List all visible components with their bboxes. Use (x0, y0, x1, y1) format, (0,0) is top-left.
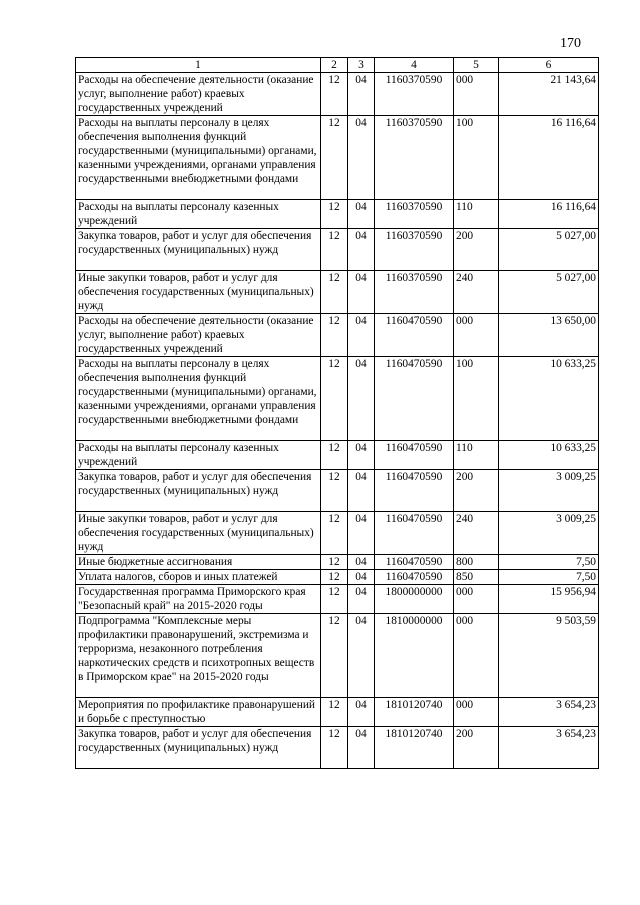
row-expense-type-cell: 850 (454, 570, 499, 585)
row-amount-cell: 15 956,94 (499, 585, 599, 614)
row-amount-cell: 10 633,25 (499, 441, 599, 470)
row-target-code-cell: 1160370590 (375, 271, 454, 314)
row-expense-type-cell: 000 (454, 585, 499, 614)
table-row (76, 512, 599, 555)
row-name-cell: Расходы на выплаты персоналу казенных учреждений (76, 441, 321, 470)
table-row (76, 470, 599, 512)
row-name-cell: Иные закупки товаров, работ и услуг для обеспечения государственных (муниципальных) нужд (76, 271, 321, 314)
row-subsection-cell: 04 (348, 200, 375, 229)
row-subsection-cell: 04 (348, 727, 375, 769)
row-expense-type-cell: 200 (454, 727, 499, 769)
table-row (76, 441, 599, 470)
row-subsection-cell: 04 (348, 441, 375, 470)
row-name-cell: Иные бюджетные ассигнования (76, 555, 321, 570)
table-row (76, 116, 599, 200)
row-subsection-cell: 04 (348, 357, 375, 441)
row-section-cell: 12 (321, 357, 348, 441)
row-amount-cell: 16 116,64 (499, 200, 599, 229)
row-expense-type-cell: 200 (454, 470, 499, 512)
row-subsection-cell: 04 (348, 73, 375, 116)
row-target-code-cell: 1160470590 (375, 470, 454, 512)
row-section-cell: 12 (321, 614, 348, 698)
row-section-cell: 12 (321, 698, 348, 727)
row-section-cell: 12 (321, 512, 348, 555)
row-subsection-cell: 04 (348, 698, 375, 727)
row-expense-type-cell: 000 (454, 614, 499, 698)
row-name-cell: Закупка товаров, работ и услуг для обеспечения государственных (муниципальных) нужд (76, 229, 321, 271)
row-name-cell: Расходы на выплаты персоналу в целях обеспечения выполнения функций государственными (муниципальными) органами, казенными учреждениями, органами управления государственными внебюджетными фондами (76, 357, 321, 441)
row-expense-type-cell: 240 (454, 271, 499, 314)
table-row (76, 555, 599, 570)
table-row (76, 357, 599, 441)
row-name-cell: Мероприятия по профилактике правонарушений и борьбе с преступностью (76, 698, 321, 727)
table-row (76, 570, 599, 585)
row-name-cell: Закупка товаров, работ и услуг для обеспечения государственных (муниципальных) нужд (76, 727, 321, 769)
row-target-code-cell: 1160370590 (375, 200, 454, 229)
row-amount-cell: 7,50 (499, 555, 599, 570)
row-amount-cell: 21 143,64 (499, 73, 599, 116)
row-amount-cell: 16 116,64 (499, 116, 599, 200)
row-subsection-cell: 04 (348, 512, 375, 555)
table-row (76, 585, 599, 614)
row-expense-type-cell: 000 (454, 314, 499, 357)
row-section-cell: 12 (321, 441, 348, 470)
row-subsection-cell: 04 (348, 229, 375, 271)
row-section-cell: 12 (321, 116, 348, 200)
table-row (76, 271, 599, 314)
header-cell: 2 (321, 58, 348, 73)
row-target-code-cell: 1800000000 (375, 585, 454, 614)
row-section-cell: 12 (321, 271, 348, 314)
table-row (76, 614, 599, 698)
row-amount-cell: 13 650,00 (499, 314, 599, 357)
row-section-cell: 12 (321, 555, 348, 570)
row-amount-cell: 3 654,23 (499, 727, 599, 769)
row-subsection-cell: 04 (348, 555, 375, 570)
row-target-code-cell: 1160470590 (375, 555, 454, 570)
header-cell: 1 (76, 58, 321, 73)
row-target-code-cell: 1810120740 (375, 727, 454, 769)
row-subsection-cell: 04 (348, 314, 375, 357)
row-name-cell: Расходы на выплаты персоналу казенных учреждений (76, 200, 321, 229)
row-section-cell: 12 (321, 314, 348, 357)
row-expense-type-cell: 200 (454, 229, 499, 271)
table-row (76, 727, 599, 769)
row-name-cell: Уплата налогов, сборов и иных платежей (76, 570, 321, 585)
row-expense-type-cell: 100 (454, 116, 499, 200)
row-target-code-cell: 1160470590 (375, 512, 454, 555)
row-target-code-cell: 1810120740 (375, 698, 454, 727)
row-target-code-cell: 1160370590 (375, 116, 454, 200)
row-section-cell: 12 (321, 200, 348, 229)
header-cell: 5 (454, 58, 499, 73)
row-subsection-cell: 04 (348, 570, 375, 585)
row-name-cell: Закупка товаров, работ и услуг для обеспечения государственных (муниципальных) нужд (76, 470, 321, 512)
table-row (76, 200, 599, 229)
header-cell: 4 (375, 58, 454, 73)
budget-table (75, 57, 599, 769)
row-amount-cell: 7,50 (499, 570, 599, 585)
row-name-cell: Расходы на выплаты персоналу в целях обеспечения выполнения функций государственными (муниципальными) органами, казенными учреждениями, органами управления государственными внебюджетными фондами (76, 116, 321, 200)
row-expense-type-cell: 000 (454, 73, 499, 116)
row-name-cell: Расходы на обеспечение деятельности (оказание услуг, выполнение работ) краевых государственных учреждений (76, 314, 321, 357)
row-target-code-cell: 1160370590 (375, 73, 454, 116)
page-number: 170 (560, 36, 581, 51)
row-section-cell: 12 (321, 570, 348, 585)
row-amount-cell: 3 009,25 (499, 512, 599, 555)
row-amount-cell: 9 503,59 (499, 614, 599, 698)
header-row (76, 58, 599, 73)
row-target-code-cell: 1160470590 (375, 570, 454, 585)
row-amount-cell: 5 027,00 (499, 271, 599, 314)
table-row (76, 698, 599, 727)
row-expense-type-cell: 100 (454, 357, 499, 441)
row-name-cell: Подпрограмма "Комплексные меры профилактики правонарушений, экстремизма и терроризма, незаконного потребления наркотических средств и психотропных веществ в Приморском крае" на 2015-2020 годы (76, 614, 321, 698)
row-target-code-cell: 1160470590 (375, 314, 454, 357)
row-expense-type-cell: 000 (454, 698, 499, 727)
row-subsection-cell: 04 (348, 585, 375, 614)
row-target-code-cell: 1810000000 (375, 614, 454, 698)
row-amount-cell: 5 027,00 (499, 229, 599, 271)
row-expense-type-cell: 110 (454, 200, 499, 229)
header-cell: 6 (499, 58, 599, 73)
row-target-code-cell: 1160470590 (375, 441, 454, 470)
row-subsection-cell: 04 (348, 614, 375, 698)
row-name-cell: Расходы на обеспечение деятельности (оказание услуг, выполнение работ) краевых государственных учреждений (76, 73, 321, 116)
row-name-cell: Государственная программа Приморского края "Безопасный край" на 2015-2020 годы (76, 585, 321, 614)
table-row (76, 73, 599, 116)
row-subsection-cell: 04 (348, 271, 375, 314)
row-amount-cell: 3 654,23 (499, 698, 599, 727)
table-row (76, 229, 599, 271)
row-target-code-cell: 1160370590 (375, 229, 454, 271)
header-cell: 3 (348, 58, 375, 73)
row-section-cell: 12 (321, 229, 348, 271)
row-subsection-cell: 04 (348, 470, 375, 512)
row-target-code-cell: 1160470590 (375, 357, 454, 441)
row-expense-type-cell: 240 (454, 512, 499, 555)
row-amount-cell: 10 633,25 (499, 357, 599, 441)
table-row (76, 314, 599, 357)
row-subsection-cell: 04 (348, 116, 375, 200)
row-name-cell: Иные закупки товаров, работ и услуг для обеспечения государственных (муниципальных) нужд (76, 512, 321, 555)
row-expense-type-cell: 800 (454, 555, 499, 570)
row-section-cell: 12 (321, 73, 348, 116)
row-amount-cell: 3 009,25 (499, 470, 599, 512)
row-section-cell: 12 (321, 727, 348, 769)
row-section-cell: 12 (321, 470, 348, 512)
row-section-cell: 12 (321, 585, 348, 614)
row-expense-type-cell: 110 (454, 441, 499, 470)
